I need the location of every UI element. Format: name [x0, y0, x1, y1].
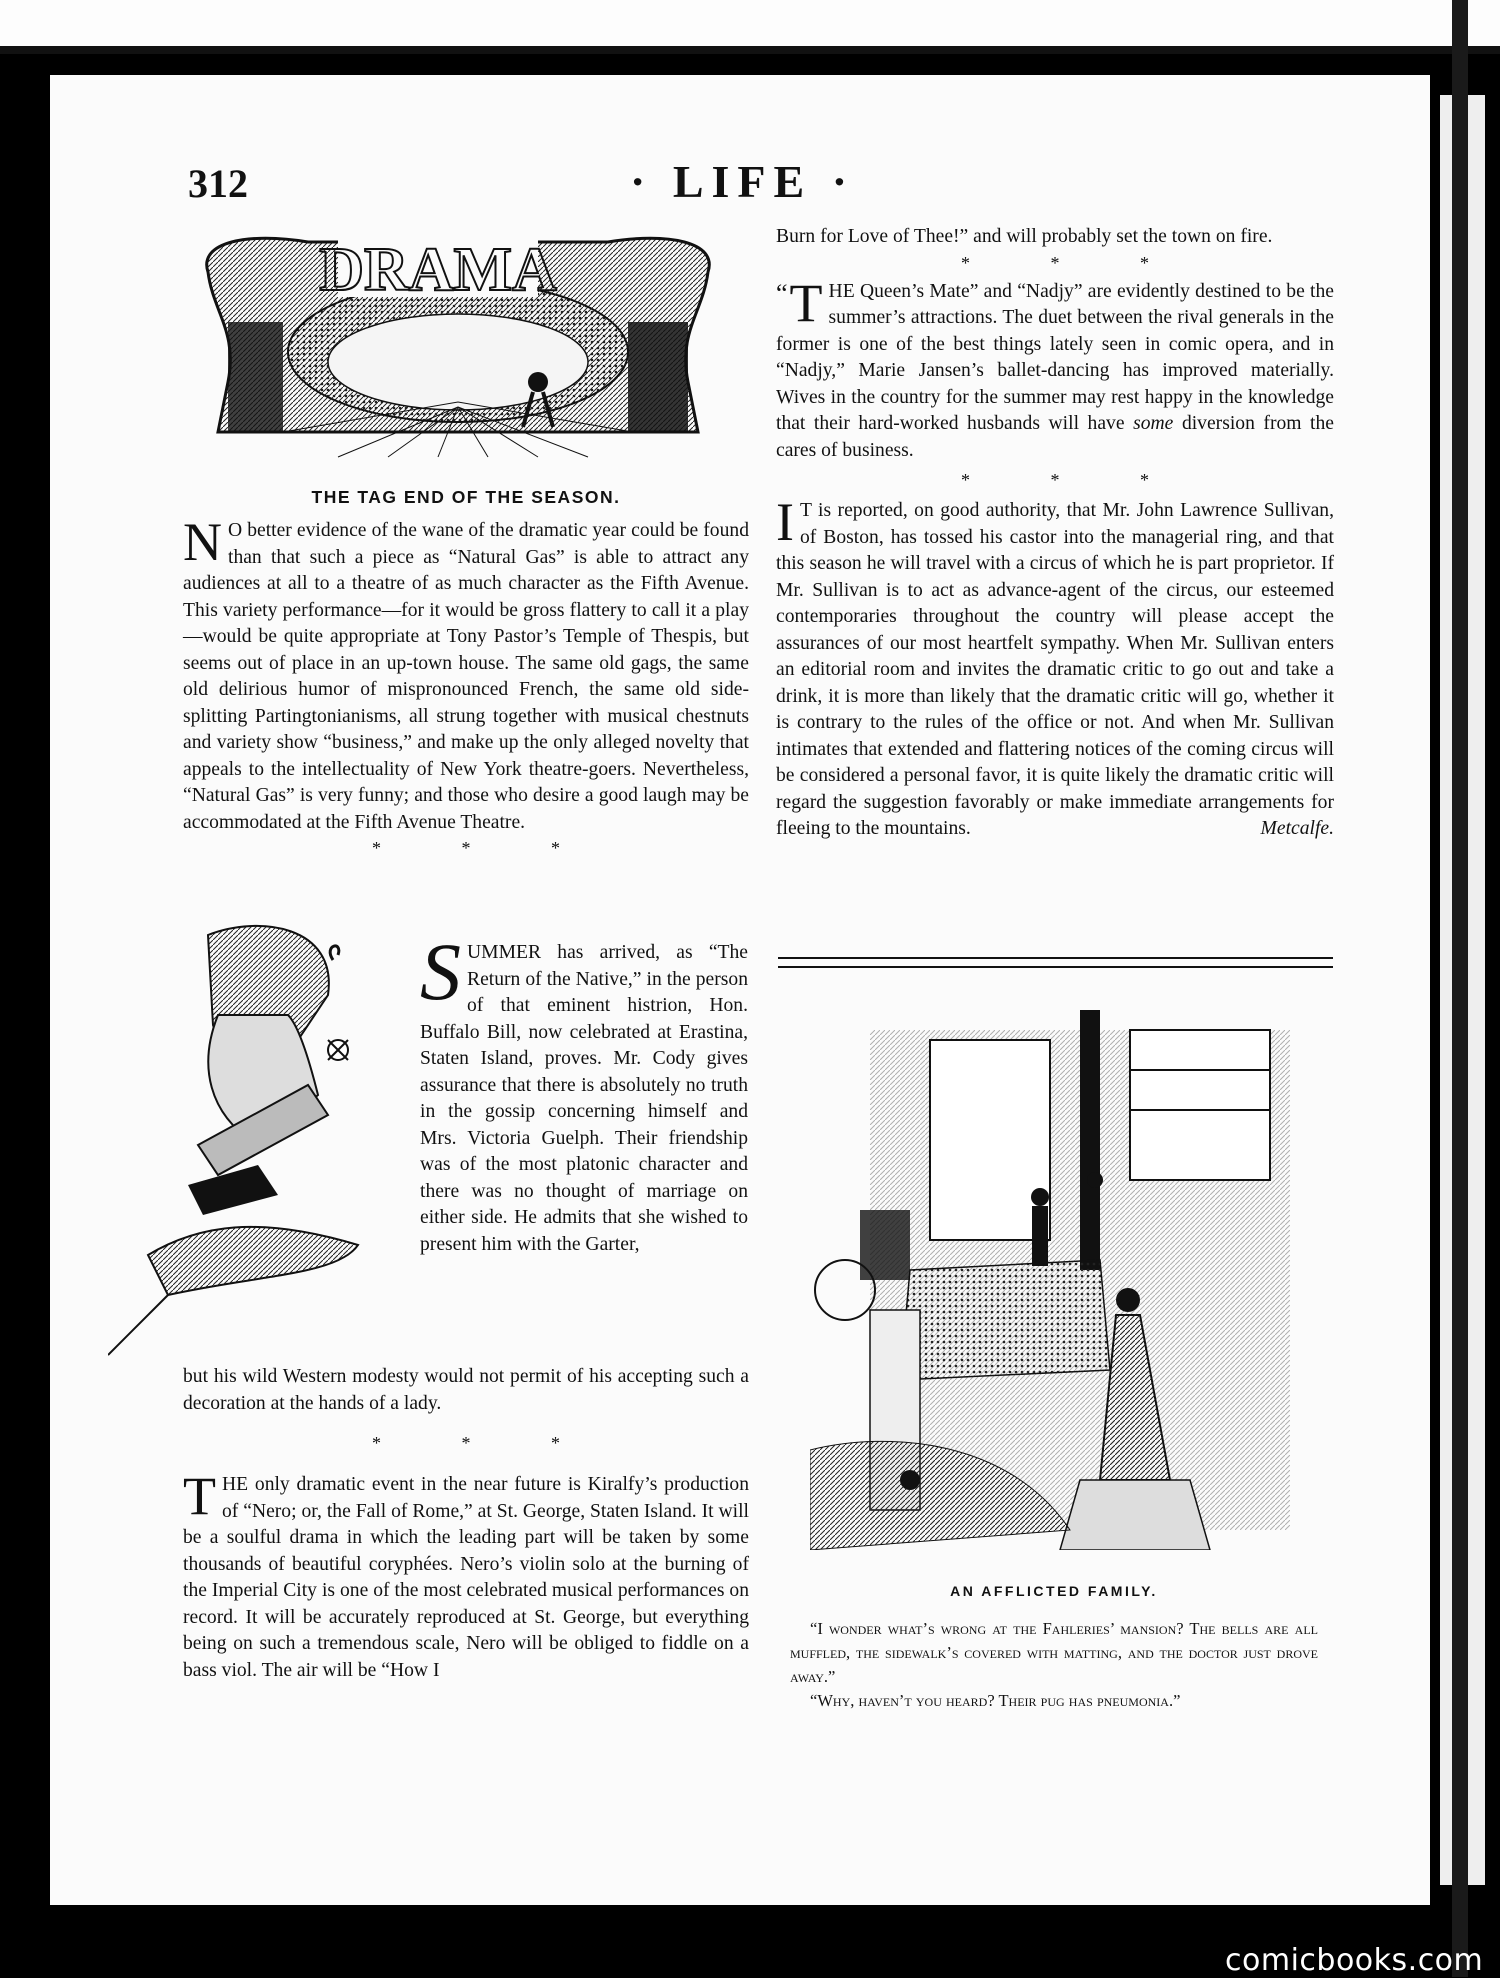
- cartoon-caption-block: [790, 1578, 1318, 1713]
- section-divider-stars: * * *: [961, 470, 1187, 490]
- paragraph-text: HE only dramatic event in the near future is Kiralfy’s production of “Nero; or, the Fall of Rome,” at St. George, Staten Island. It will be a soulful drama in which the leading part will be taken by some thousands of beautiful coryphées. Nero’s violin solo at the burning of the Imperial City is one of the most celebrated musical performances on record. It will be accurately reproduced at St. George, but everything being on such a tremendous scale, Nero will be obliged to fiddle on a bass viol. The air will be “How I: [183, 1474, 749, 1681]
- emphasis: some: [1133, 413, 1174, 434]
- afflicted-family-cartoon: [810, 1010, 1300, 1550]
- paragraph-text: UMMER has arrived, as “The Return of the Native,” in the person of that eminent histrion, Hon. Buffalo Bill, now celebrated at Erastina, Staten Island, proves. Mr. Cody gives assurance that there is absolutely no truth in the gossip concerning himself and Mrs. Victoria Guelph. Their friendship was of the most platonic character and there was no thought of marriage on either side. He admits that she wished to present him with the Garter,: [420, 942, 748, 1255]
- masthead: · LIFE ·: [630, 156, 856, 207]
- drama-lettering: DRAMA: [319, 236, 557, 304]
- paragraph-summer: [420, 926, 748, 1258]
- paragraph-sullivan: I T is reported, on good authority, that Mr. John Lawrence Sullivan, of Boston, has tossed his castor into the managerial ring, and that this season he will travel with a circus of which he is part proprietor. If Mr. Sullivan is to act as advance-agent of the circus, our esteemed contemporaries throughout the country will please accept the assurances of our most heartfelt sympathy. When Mr. Sullivan enters an editorial room and invites the dramatic critic to go out and take a drink, it is more than likely that the dramatic critic will go, whether it is contrary to the rules of the office or not. And when Mr. Sullivan intimates that extended and flattering notices of the coming circus will be considered a personal favor, it is quite likely the dramatic critic will regard the suggestion favorably or make immediate arrangements for fleeing to the mountains. Metcalfe.: [776, 498, 1334, 843]
- paragraph-queens-mate: “ T HE Queen’s Mate” and “Nadjy” are evidently destined to be the summer’s attractions. The duet between the rival generals in the former is one of the best things lately seen in comic opera, and in “Nadjy,” Marie Jansen’s ballet-dancing has improved materially. Wives in the country for the summer may rest happy in the knowledge that their hard-worked husbands will have some diversion from the cares of business.: [776, 272, 1334, 461]
- drop-cap: I: [776, 492, 794, 552]
- open-quote: “: [776, 278, 788, 308]
- author-signature: Metcalfe.: [1260, 818, 1334, 839]
- caption-dialogue-1: “I wonder what’s wrong at the Fahleries’ mansion? The bells are all muffled, the sidewalk’s covered with matting, and the doctor just drove away.”: [790, 1618, 1318, 1686]
- right-column-text: [776, 224, 1334, 843]
- paragraph-nero: [183, 1466, 749, 1684]
- paragraph-natural-gas: [183, 512, 749, 860]
- section-divider-stars: * * *: [372, 838, 598, 858]
- section-divider-stars: * * *: [961, 252, 1187, 273]
- hat-knife-pistol-illustration: [108, 915, 408, 1365]
- source-watermark: comicbooks.com: [1225, 1943, 1484, 1978]
- drop-cap: S: [420, 926, 461, 1017]
- paragraph-text: O better evidence of the wane of the dramatic year could be found than that such a piece as “Natural Gas” is able to attract any audiences at all to a theatre of as much character as the Fifth Avenue. This variety performance—for it would be gross flattery to call it a play—would be quite appropriate at Tony Pastor’s Temple of Thespis, but seems out of place in an up-town house. The same old gags, the same old delirious humor of mispronounced French, the same old side-splitting Partingtonianisms, all strung together with musical chestnuts and variety show “business,” and make up the only alleged novelty that appeals to the intellectuality of New York theatre-goers. Nevertheless, “Natural Gas” is very funny; and those who desire a good laugh may be accommodated at the Fifth Avenue Theatre.: [183, 520, 749, 833]
- drop-cap: T: [183, 1466, 216, 1526]
- scan-top-edge: [0, 46, 1500, 54]
- paragraph-text: but his wild Western modesty would not permit of his accepting such a decoration at the hands of a lady.: [183, 1366, 749, 1414]
- caption-dialogue-2: “Why, haven’t you heard? Their pug has pneumonia.”: [810, 1690, 1181, 1710]
- paragraph-summer-end: [183, 1364, 749, 1455]
- page-number: 312: [188, 161, 248, 206]
- double-rule: [778, 957, 1333, 968]
- drop-cap: N: [183, 512, 222, 572]
- section-heading: THE TAG END OF THE SEASON.: [311, 487, 621, 507]
- drama-banner-illustration: [188, 232, 728, 462]
- drop-cap: T: [789, 272, 823, 333]
- binding-gutter: [1452, 0, 1468, 1977]
- continued-text: Burn for Love of Thee!” and will probably set the town on fire.: [776, 226, 1273, 247]
- cartoon-title: AN AFFLICTED FAMILY.: [950, 1583, 1158, 1599]
- section-divider-stars: * * *: [372, 1433, 598, 1453]
- scan-top-margin: [0, 0, 1500, 50]
